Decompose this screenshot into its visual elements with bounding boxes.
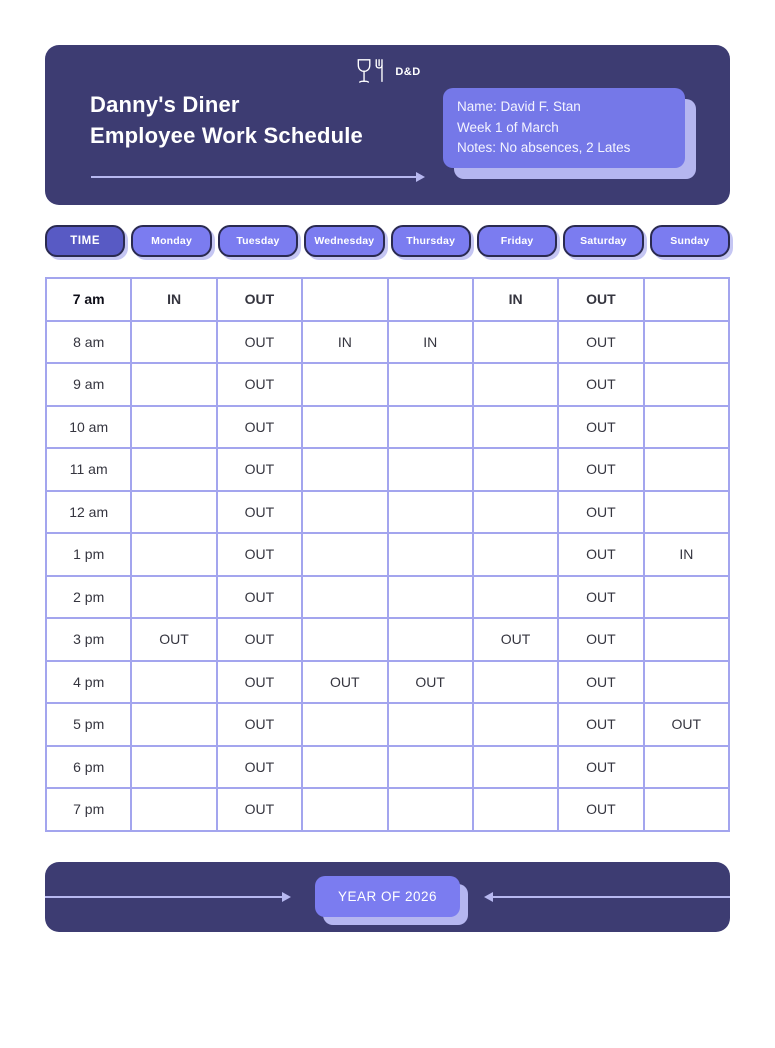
day-header-row [45,225,730,257]
schedule-cell-monday-7pm [131,788,216,831]
schedule-cell-monday-4pm [131,661,216,704]
schedule-cell-monday-9am [131,363,216,406]
logo [45,57,730,87]
schedule-cell-sunday-12am [644,491,729,534]
schedule-cell-friday-6pm [473,746,558,789]
schedule-cell-tuesday-5pm: OUT [217,703,302,746]
schedule-cell-friday-8am [473,321,558,364]
schedule-cell-saturday-7am: OUT [558,278,643,321]
schedule-cell-saturday-10am: OUT [558,406,643,449]
schedule-cell-thursday-7pm [388,788,473,831]
schedule-cell-thursday-9am [388,363,473,406]
schedule-cell-wednesday-7pm [302,788,387,831]
schedule-cell-tuesday-1pm: OUT [217,533,302,576]
schedule-cell-tuesday-4pm: OUT [217,661,302,704]
table-row [46,703,729,746]
title-line-2: Employee Work Schedule [90,123,363,148]
schedule-cell-friday-4pm [473,661,558,704]
pill-time[interactable]: TIME [45,225,125,257]
schedule-cell-thursday-6pm [388,746,473,789]
schedule-cell-tuesday-7am: OUT [217,278,302,321]
schedule-cell-sunday-3pm [644,618,729,661]
schedule-cell-sunday-4pm [644,661,729,704]
schedule-cell-wednesday-5pm [302,703,387,746]
employee-note [443,88,685,168]
schedule-cell-sunday-11am [644,448,729,491]
schedule-cell-thursday-10am [388,406,473,449]
table-row [46,788,729,831]
schedule-cell-sunday-6pm [644,746,729,789]
schedule-cell-saturday-5pm: OUT [558,703,643,746]
table-row [46,533,729,576]
table-row [46,321,729,364]
time-label: 4 pm [46,661,131,704]
time-label: 7 am [46,278,131,321]
schedule-cell-tuesday-9am: OUT [217,363,302,406]
table-row [46,576,729,619]
schedule-table [45,277,730,832]
schedule-cell-monday-2pm [131,576,216,619]
title-line-1: Danny's Diner [90,92,240,117]
schedule-cell-tuesday-2pm: OUT [217,576,302,619]
schedule-cell-saturday-12am: OUT [558,491,643,534]
table-row [46,363,729,406]
schedule-cell-sunday-2pm [644,576,729,619]
schedule-cell-saturday-1pm: OUT [558,533,643,576]
schedule-cell-monday-12am [131,491,216,534]
time-label: 10 am [46,406,131,449]
schedule-cell-saturday-7pm: OUT [558,788,643,831]
header-card [45,45,730,205]
table-row [46,618,729,661]
schedule-cell-thursday-4pm: OUT [388,661,473,704]
table-row [46,406,729,449]
logo-text: D&D [395,66,421,78]
schedule-cell-tuesday-11am: OUT [217,448,302,491]
time-label: 9 am [46,363,131,406]
schedule-cell-thursday-11am [388,448,473,491]
page-title [90,89,363,151]
time-label: 1 pm [46,533,131,576]
schedule-cell-sunday-9am [644,363,729,406]
schedule-cell-monday-5pm [131,703,216,746]
table-row [46,278,729,321]
schedule-cell-sunday-5pm: OUT [644,703,729,746]
schedule-cell-thursday-3pm [388,618,473,661]
schedule-cell-saturday-11am: OUT [558,448,643,491]
schedule-cell-sunday-1pm: IN [644,533,729,576]
time-label: 8 am [46,321,131,364]
schedule-cell-wednesday-10am [302,406,387,449]
schedule-cell-tuesday-7pm: OUT [217,788,302,831]
note-name: Name: David F. Stan [457,99,581,114]
time-label: 7 pm [46,788,131,831]
pill-monday[interactable]: Monday [131,225,211,257]
schedule-cell-monday-11am [131,448,216,491]
schedule-cell-saturday-9am: OUT [558,363,643,406]
schedule-cell-wednesday-2pm [302,576,387,619]
schedule-cell-friday-7am: IN [473,278,558,321]
pill-wednesday[interactable]: Wednesday [304,225,384,257]
schedule-cell-wednesday-3pm [302,618,387,661]
schedule-cell-sunday-7am [644,278,729,321]
schedule-cell-wednesday-8am: IN [302,321,387,364]
pill-friday[interactable]: Friday [477,225,557,257]
schedule-cell-wednesday-11am [302,448,387,491]
schedule-cell-friday-9am [473,363,558,406]
time-label: 6 pm [46,746,131,789]
time-label: 2 pm [46,576,131,619]
schedule-cell-thursday-5pm [388,703,473,746]
schedule-cell-thursday-1pm [388,533,473,576]
schedule-cell-friday-10am [473,406,558,449]
schedule-cell-monday-3pm: OUT [131,618,216,661]
glass-and-fork-icon [354,57,387,87]
schedule-cell-friday-7pm [473,788,558,831]
note-notes: Notes: No absences, 2 Lates [457,140,631,155]
schedule-page [45,45,730,932]
schedule-cell-sunday-7pm [644,788,729,831]
schedule-cell-monday-1pm [131,533,216,576]
table-row [46,746,729,789]
schedule-cell-saturday-8am: OUT [558,321,643,364]
schedule-cell-sunday-10am [644,406,729,449]
schedule-cell-wednesday-4pm: OUT [302,661,387,704]
header-arrow-right [91,176,423,178]
schedule-cell-monday-10am [131,406,216,449]
footer-arrow-right-to-left [486,896,730,898]
schedule-cell-friday-11am [473,448,558,491]
schedule-cell-sunday-8am [644,321,729,364]
schedule-cell-friday-3pm: OUT [473,618,558,661]
schedule-cell-wednesday-12am [302,491,387,534]
schedule-cell-thursday-7am [388,278,473,321]
pill-saturday[interactable]: Saturday [563,225,643,257]
schedule-cell-saturday-4pm: OUT [558,661,643,704]
time-label: 3 pm [46,618,131,661]
schedule-cell-monday-7am: IN [131,278,216,321]
schedule-cell-saturday-2pm: OUT [558,576,643,619]
schedule-cell-monday-6pm [131,746,216,789]
schedule-cell-friday-5pm [473,703,558,746]
time-label: 11 am [46,448,131,491]
table-row [46,448,729,491]
schedule-cell-tuesday-10am: OUT [217,406,302,449]
schedule-cell-tuesday-12am: OUT [217,491,302,534]
footer-bar [45,862,730,932]
note-week: Week 1 of March [457,119,559,135]
table-row [46,491,729,534]
schedule-cell-thursday-2pm [388,576,473,619]
employee-note-card [443,88,685,168]
schedule-cell-thursday-12am [388,491,473,534]
schedule-cell-thursday-8am: IN [388,321,473,364]
table-row [46,661,729,704]
schedule-cell-friday-12am [473,491,558,534]
schedule-cell-saturday-6pm: OUT [558,746,643,789]
time-label: 12 am [46,491,131,534]
footer-arrow-left-to-right [45,896,289,898]
schedule-cell-wednesday-6pm [302,746,387,789]
schedule-cell-tuesday-8am: OUT [217,321,302,364]
schedule-cell-monday-8am [131,321,216,364]
pill-sunday[interactable]: Sunday [650,225,730,257]
pill-thursday[interactable]: Thursday [391,225,471,257]
schedule-cell-friday-1pm [473,533,558,576]
schedule-cell-saturday-3pm: OUT [558,618,643,661]
schedule-cell-wednesday-1pm [302,533,387,576]
schedule-cell-wednesday-9am [302,363,387,406]
schedule-cell-tuesday-6pm: OUT [217,746,302,789]
year-badge: YEAR OF 2026 [315,876,460,917]
time-label: 5 pm [46,703,131,746]
pill-tuesday[interactable]: Tuesday [218,225,298,257]
schedule-cell-tuesday-3pm: OUT [217,618,302,661]
schedule-cell-friday-2pm [473,576,558,619]
schedule-cell-wednesday-7am [302,278,387,321]
